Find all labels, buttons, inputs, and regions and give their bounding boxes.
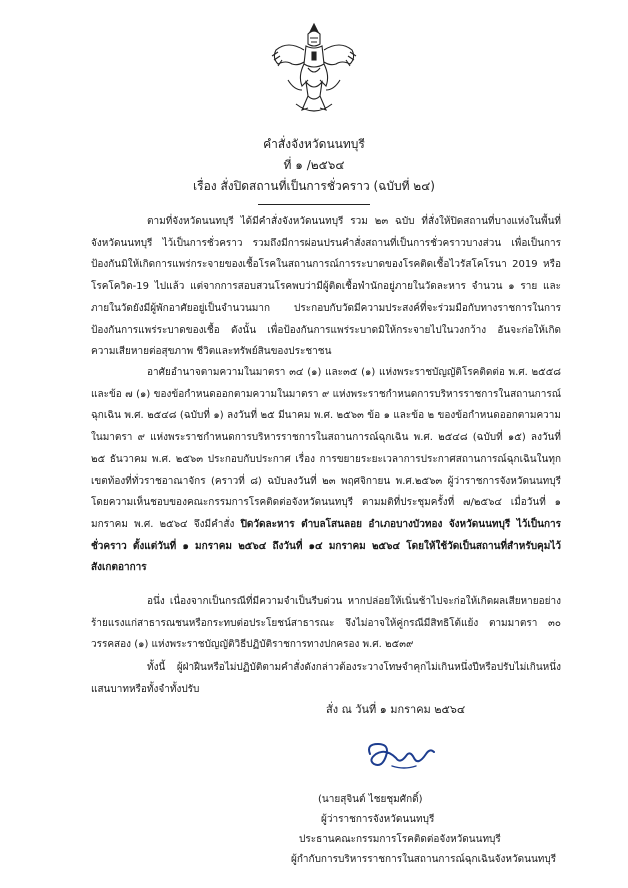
order-date: สั่ง ณ วันที่ ๑ มกราคม ๒๕๖๔ <box>326 703 466 716</box>
order-number: ที่ ๑ /๒๕๖๔ <box>283 158 345 172</box>
garuda-emblem-icon <box>268 20 360 120</box>
signer-title-emergency: ผู้กำกับการบริหารราชการในสถานการณ์ฉุกเฉินจังหวัดนนทบุรี <box>291 854 557 865</box>
signer-name: (นายสุจินต์ ไชยชุมศักดิ์) <box>318 794 423 805</box>
order-subject: เรื่อง สั่งปิดสถานที่เป็นการชั่วคราว (ฉบับที่ ๒๔) <box>193 179 435 193</box>
order-title: คำสั่งจังหวัดนนทบุรี <box>263 137 365 151</box>
signature-icon <box>356 736 440 776</box>
header-divider <box>258 204 370 205</box>
paragraph-urgency: อนึ่ง เนื่องจากเป็นกรณีที่มีความจำเป็นรีบด่วน หากปล่อยให้เนิ่นช้าไปจะก่อให้เกิดผลเสียหายอย่างร้ายแรงแก่สาธารณชนหรือกระทบต่อประโยชน์สาธารณะ จึงไม่อาจให้คู่กรณีมีสิทธิโต้แย้ง ตามมาตรา ๓๐ วรรคสอง (๑) แห่งพระราชบัญญัติวิธีปฏิบัติราชการทางปกครอง พ.ศ. ๒๕๓๙ <box>91 596 561 651</box>
paragraph-penalty: ทั้งนี้ ผู้ฝ่าฝืนหรือไม่ปฏิบัติตามคำสั่งดังกล่าวต้องระวางโทษจำคุกไม่เกินหนึ่งปีหรือปรับไม่เกินหนึ่งแสนบาทหรือทั้งจำทั้งปรับ <box>91 662 561 695</box>
signer-title-committee: ประธานคณะกรรมการโรคติดต่อจังหวัดนนทบุรี <box>299 834 501 845</box>
authority-text: อาศัยอำนาจตามความในมาตรา ๓๔ (๑) และ๓๕ (๑) แห่งพระราชบัญญัติโรคติดต่อ พ.ศ. ๒๕๕๘ และข้อ ๗ (๑) ของข้อกำหนดออกตามความในมาตรา ๙ แห่งพระราชกำหนดการบริหารราชการในสถานการณ์ฉุกเฉิน พ.ศ. ๒๕๔๘ (ฉบับที่ ๑) ลงวันที่ ๒๕ มีนาคม พ.ศ. ๒๕๖๓ ข้อ ๑ และข้อ ๒ ของข้อกำหนดออกตามความในมาตรา ๙ แห่งพระราชกำหนดการบริหารราชการในสถานการณ์ฉุกเฉิน พ.ศ. ๒๕๔๘ (ฉบับที่ ๑๕) ลงวันที่ ๒๕ ธันวาคม พ.ศ. ๒๕๖๓ ประกอบกับประกาศ เรื่อง การขยายระยะเวลาการประกาศสถานการณ์ฉุกเฉินในทุกเขตท้องที่ทั่วราชอาณาจักร (คราวที่ ๘) ฉบับลงวันที่ ๒๓ พฤศจิกายน พ.ศ.๒๕๖๓ ผู้ว่าราชการจังหวัดนนทบุรี โดยความเห็นชอบของคณะกรรมการโรคติดต่อจังหวัดนนทบุรี ตามมติที่ประชุมครั้งที่ ๗/๒๕๖๔ เมื่อวันที่ ๑ มกราคม พ.ศ. ๒๕๖๔ จึงมีคำสั่ง <box>91 367 561 530</box>
paragraph-background: ตามที่จังหวัดนนทบุรี ได้มีคำสั่งจังหวัดนนทบุรี รวม ๒๓ ฉบับ ที่สั่งให้ปิดสถานที่บางแห่งในพื้นที่จังหวัดนนทบุรี ไว้เป็นการชั่วคราว รวมถึงมีการผ่อนปรนคำสั่งสถานที่เป็นการชั่วคราวบางส่วน เพื่อเป็นการป้องกันมิให้เกิดการแพร่กระจายของเชื้อโรคในสถานการณ์การระบาดของโรคติดเชื้อไวรัสโคโรนา 2019 หรือโรคโควิด-19 ไปแล้ว แต่จากการสอบสวนโรคพบว่ามีผู้ติดเชื้อพำนักอยู่ภายในวัดละหาร จำนวน ๑ ราย และภายในวัดยังมีผู้พักอาศัยอยู่เป็นจำนวนมาก ประกอบกับวัดมีความประสงค์ที่จะร่วมมือกับทางราชการในการป้องกันการแพร่ระบาดของเชื้อ ดังนั้น เพื่อป้องกันการแพร่ระบาดมิให้กระจายไปในวงกว้าง อันจะก่อให้เกิดความเสียหายต่อสุขภาพ ชีวิตและทรัพย์สินของประชาชน <box>91 216 561 358</box>
paragraph-authority <box>91 362 561 579</box>
signer-title-governor: ผู้ว่าราชการจังหวัดนนทบุรี <box>321 814 435 825</box>
closure-directive: ปิดวัดละหาร ตำบลโสนลอย อำเภอบางบัวทอง จังหวัดนนทบุรี ไว้เป็นการชั่วคราว ตั้งแต่วันที่ ๑ มกราคม ๒๕๖๔ ถึงวันที่ ๑๔ มกราคม ๒๕๖๔ โดยให้ใช้วัดเป็นสถานที่สำหรับคุมไว้สังเกตอาการ <box>91 518 561 574</box>
